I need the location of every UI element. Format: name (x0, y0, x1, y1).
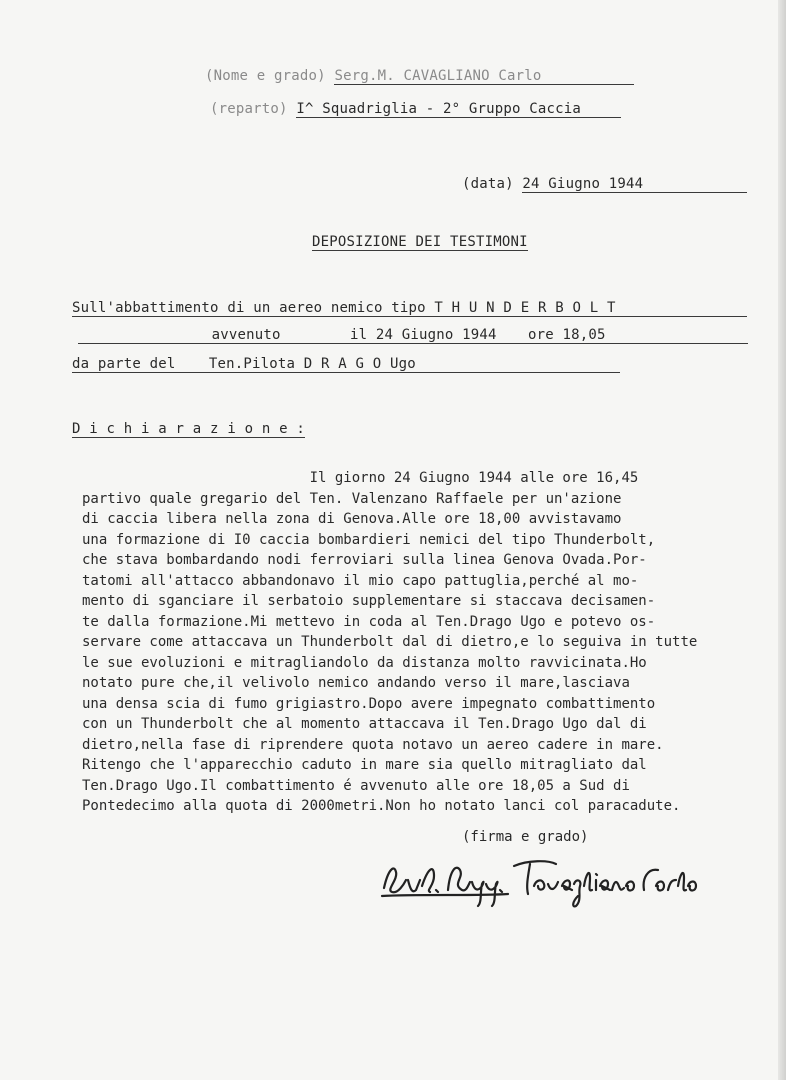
subject-line-2 (78, 327, 748, 344)
name-rank-value: Serg.M. CAVAGLIANO Carlo (334, 68, 634, 85)
date-value: 24 Giugno 1944 (522, 176, 747, 193)
body-line: te dalla formazione.Mi mettevo in coda al Ten.Drago Ugo e potevo os- (82, 613, 656, 630)
declaration-body (82, 468, 772, 817)
name-rank-label: (Nome e grado) (205, 68, 326, 84)
subject-line-3 (72, 356, 620, 373)
subject-da-parte: da parte del (72, 356, 176, 372)
body-line: le sue evoluzioni e mitragliandolo da distanza molto ravvicinata.Ho (82, 654, 647, 671)
unit-line (210, 101, 621, 118)
handwritten-signature (378, 850, 708, 914)
document-title: DEPOSIZIONE DEI TESTIMONI (312, 234, 528, 250)
unit-value: I^ Squadriglia - 2° Gruppo Caccia (296, 101, 621, 118)
subject-date: il 24 Giugno 1944 (349, 327, 497, 343)
date-line (462, 176, 747, 193)
body-line: una formazione di I0 caccia bombardieri nemici del tipo Thunderbolt, (82, 531, 656, 548)
body-line: che stava bombardando nodi ferroviari sulla linea Genova Ovada.Por- (82, 552, 647, 568)
subject-avvenuto: avvenuto (211, 327, 281, 343)
subject-line-1: Sull'abbattimento di un aereo nemico tipo T H U N D E R B O L T (72, 300, 747, 317)
body-line: di caccia libera nella zona di Genova.Alle ore 18,00 avvistavamo (82, 511, 622, 527)
date-label: (data) (462, 176, 514, 192)
body-line: Ten.Drago Ugo.Il combattimento é avvenuto alle ore 18,05 a Sud di (82, 777, 630, 794)
body-line: tatomi all'attacco abbandonavo il mio capo pattuglia,perché al mo- (82, 572, 639, 589)
name-rank-line (205, 68, 634, 85)
body-line: mento di sganciare il serbatoio supplementare si staccava decisamen- (82, 593, 656, 609)
body-line: con un Thunderbolt che al momento attaccava il Ten.Drago Ugo dal di (82, 716, 647, 732)
body-line: Pontedecimo alla quota di 2000metri.Non ho notato lanci col paracadute. (82, 798, 681, 814)
body-line: Ritengo che l'apparecchio caduto in mare sia quello mitragliato dal (82, 757, 647, 773)
declaration-heading: D i c h i a r a z i o n e : (72, 421, 305, 437)
body-line: notato pure che,il velivolo nemico andando verso il mare,lasciava (82, 675, 630, 691)
subject-time: ore 18,05 (527, 327, 606, 343)
subject-pilot: Ten.Pilota D R A G O Ugo (208, 356, 416, 372)
unit-label: (reparto) (210, 101, 288, 117)
body-line: una densa scia di fumo grigiastro.Dopo avere impegnato combattimento (82, 695, 656, 712)
body-line: Il giorno 24 Giugno 1944 alle ore 16,45 (82, 470, 639, 486)
body-line: servare come attaccava un Thunderbolt dal di dietro,e lo seguiva in tutte (82, 634, 698, 650)
body-line: dietro,nella fase di riprendere quota notavo un aereo cadere in mare. (82, 736, 664, 753)
body-line: partivo quale gregario del Ten. Valenzano Raffaele per un'azione (82, 490, 622, 507)
signature-label: (firma e grado) (462, 829, 589, 845)
